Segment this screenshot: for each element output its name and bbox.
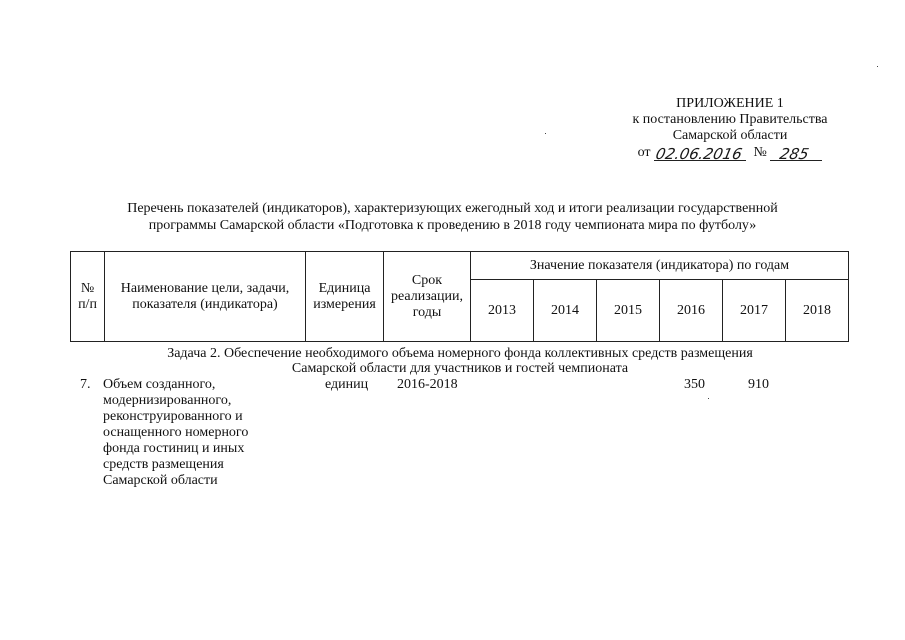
header-cell-values: Значение показателя (индикатора) по годам <box>471 252 849 280</box>
scan-speck <box>877 66 878 67</box>
appendix-date-number-line <box>600 145 860 161</box>
row-name-line: Самарской области <box>103 473 218 488</box>
header-term-line-3: годы <box>412 304 442 320</box>
handwritten-date: 02.06.2016 <box>654 145 744 163</box>
header-year-2014: 2014 <box>534 280 597 342</box>
row-term: 2016-2018 <box>397 377 458 392</box>
row-name-line: Объем созданного, <box>103 377 216 392</box>
number-prefix: № <box>753 145 767 160</box>
header-number-line-1: № <box>80 280 95 296</box>
header-name-line-2: показателя (индикатора) <box>132 296 278 312</box>
number-field <box>770 146 822 161</box>
header-unit-line-2: измерения <box>313 296 376 312</box>
document-title <box>60 200 845 234</box>
header-year-2016: 2016 <box>660 280 723 342</box>
header-year-2017: 2017 <box>723 280 786 342</box>
document-title-line-2: программы Самарской области «Подготовка к проведению в 2018 году чемпионата мира по футболу» <box>148 218 757 233</box>
row-name-line: фонда гостиниц и иных <box>103 441 245 456</box>
appendix-region-line: Самарской области <box>672 128 788 143</box>
scan-speck <box>708 398 709 399</box>
header-unit-line-1: Единица <box>318 280 371 296</box>
row-value-2016: 350 <box>684 377 705 392</box>
header-cell-number <box>71 252 105 342</box>
document-title-line-1: Перечень показателей (индикаторов), характеризующих ежегодный ход и итоги реализации государственной <box>127 201 778 216</box>
appendix-resolution-line: к постановлению Правительства <box>632 112 828 127</box>
row-name-line: реконструированного и <box>103 409 243 424</box>
appendix-title: ПРИЛОЖЕНИЕ 1 <box>676 96 784 111</box>
task-heading-line-2: Самарской области для участников и гостей чемпионата <box>291 361 629 376</box>
header-cell-term <box>384 252 471 342</box>
indicators-table-header <box>70 251 849 342</box>
row-value-2017: 910 <box>748 377 769 392</box>
header-year-2013: 2013 <box>471 280 534 342</box>
header-number-line-2: п/п <box>78 296 97 312</box>
header-cell-name <box>105 252 306 342</box>
date-prefix: от <box>637 145 651 160</box>
row-number: 7. <box>80 377 91 392</box>
header-year-2015: 2015 <box>597 280 660 342</box>
header-term-line-2: реализации, <box>391 288 463 304</box>
row-name-line: модернизированного, <box>103 393 232 408</box>
row-unit: единиц <box>325 377 369 392</box>
header-cell-unit <box>306 252 384 342</box>
header-term-line-1: Срок <box>411 272 443 288</box>
scan-speck <box>545 133 546 134</box>
header-year-2018: 2018 <box>786 280 849 342</box>
task-heading-line-1: Задача 2. Обеспечение необходимого объема номерного фонда коллективных средств размещения <box>167 346 753 361</box>
appendix-header <box>600 96 860 161</box>
header-name-line-1: Наименование цели, задачи, <box>120 280 290 296</box>
row-name-line: средств размещения <box>103 457 224 472</box>
handwritten-number: 285 <box>778 145 811 163</box>
row-indicator-name <box>103 377 248 489</box>
row-name-line: оснащенного номерного <box>103 425 249 440</box>
date-field <box>654 146 746 161</box>
task-heading <box>110 346 810 376</box>
